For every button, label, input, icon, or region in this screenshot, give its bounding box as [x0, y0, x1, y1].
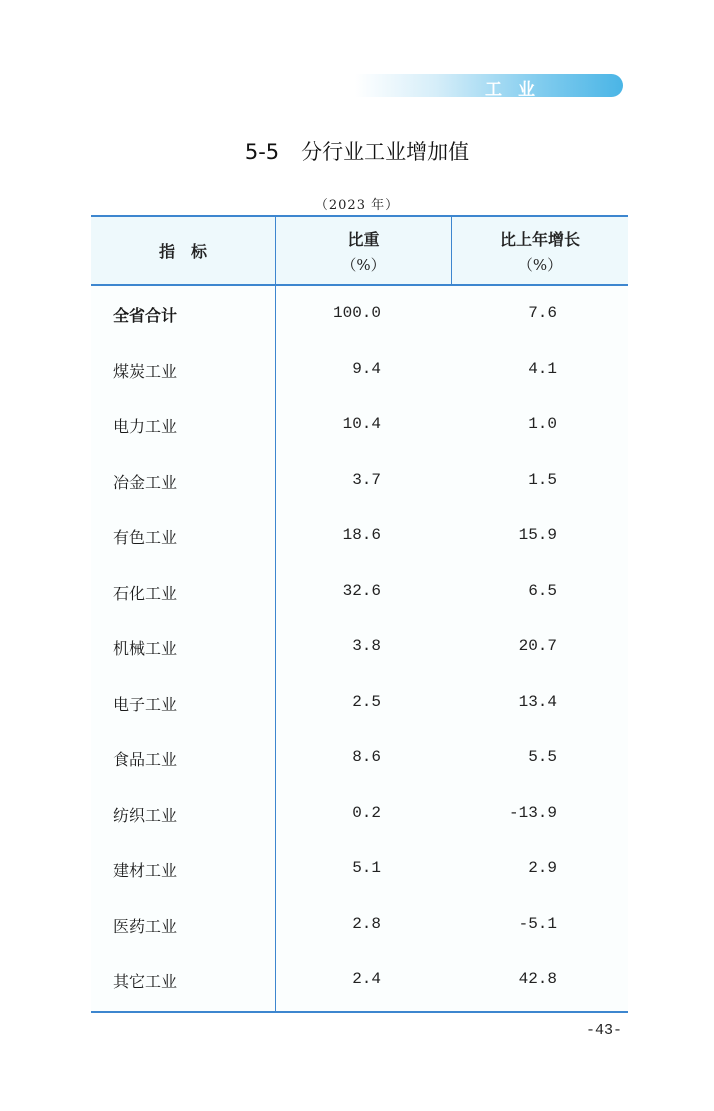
table-row — [91, 786, 628, 842]
table-body — [91, 286, 628, 1008]
row-indicator-name: 纺织工业 — [113, 805, 178, 825]
row-indicator-name: 煤炭工业 — [113, 361, 178, 381]
row-growth-value: -5.1 — [518, 914, 557, 933]
row-indicator-name: 其它工业 — [113, 972, 178, 991]
header-growth — [452, 217, 628, 284]
row-indicator-name: 全省合计 — [113, 306, 178, 325]
table-number: 5-5 — [244, 140, 280, 164]
row-share-value: 32.6 — [342, 581, 381, 600]
table-row — [91, 730, 628, 786]
row-growth-value: 7.6 — [528, 304, 557, 322]
header-indicator-label: 指 标 — [158, 242, 207, 261]
row-share-value: 8.6 — [352, 748, 381, 766]
table-row — [91, 286, 628, 342]
row-growth-value: 1.0 — [528, 415, 557, 433]
header-column-divider — [451, 217, 452, 284]
row-share-value: 100.0 — [332, 304, 381, 322]
table-row — [91, 619, 628, 675]
table-title: 分行业工业增加值 — [301, 140, 470, 164]
table-row — [91, 841, 628, 897]
row-indicator-name: 有色工业 — [113, 528, 178, 547]
table-row — [91, 952, 628, 1008]
row-indicator-name: 电力工业 — [113, 417, 178, 436]
header-growth-label: 比上年增长 — [499, 229, 580, 249]
row-indicator-name: 建材工业 — [113, 861, 178, 880]
row-share-value: 18.6 — [342, 526, 381, 544]
row-growth-value: 5.5 — [528, 748, 557, 766]
row-indicator-name: 医药工业 — [113, 916, 178, 936]
row-growth-value: 2.9 — [528, 859, 557, 877]
row-growth-value: 15.9 — [518, 526, 557, 544]
table-row — [91, 675, 628, 731]
header-share — [276, 217, 451, 284]
header-share-unit: （%） — [341, 255, 386, 274]
year-note: （2023 年） — [314, 198, 400, 213]
row-share-value: 2.8 — [352, 914, 381, 933]
row-growth-value: 20.7 — [518, 637, 557, 655]
row-share-value: 2.5 — [352, 692, 381, 711]
table-row — [91, 397, 628, 453]
data-table — [91, 215, 628, 1013]
table-row — [91, 453, 628, 509]
page-title — [0, 136, 714, 166]
row-growth-value: 13.4 — [518, 692, 557, 711]
row-growth-value: 1.5 — [528, 470, 557, 489]
row-share-value: 10.4 — [342, 415, 381, 433]
section-banner — [355, 74, 623, 100]
row-indicator-name: 石化工业 — [113, 583, 178, 603]
row-growth-value: 6.5 — [528, 581, 557, 600]
row-indicator-name: 电子工业 — [113, 694, 178, 714]
header-growth-unit: （%） — [517, 255, 563, 274]
section-label: 工业 — [485, 80, 551, 100]
row-share-value: 2.4 — [352, 970, 381, 988]
table-row — [91, 342, 628, 398]
row-share-value: 3.7 — [352, 470, 381, 489]
row-indicator-name: 机械工业 — [113, 639, 178, 658]
row-share-value: 0.2 — [352, 803, 381, 822]
table-row — [91, 508, 628, 564]
row-growth-value: -13.9 — [508, 803, 557, 822]
row-growth-value: 4.1 — [528, 359, 557, 378]
row-growth-value: 42.8 — [518, 970, 557, 988]
row-indicator-name: 冶金工业 — [113, 472, 178, 492]
table-header — [91, 217, 628, 286]
table-row — [91, 897, 628, 953]
table-row — [91, 564, 628, 620]
row-share-value: 5.1 — [352, 859, 381, 877]
header-indicator — [91, 217, 275, 284]
row-share-value: 9.4 — [352, 359, 381, 378]
row-indicator-name: 食品工业 — [113, 750, 178, 769]
header-share-label: 比重 — [347, 229, 380, 249]
page-number: -43- — [586, 1022, 623, 1039]
row-share-value: 3.8 — [352, 637, 381, 655]
